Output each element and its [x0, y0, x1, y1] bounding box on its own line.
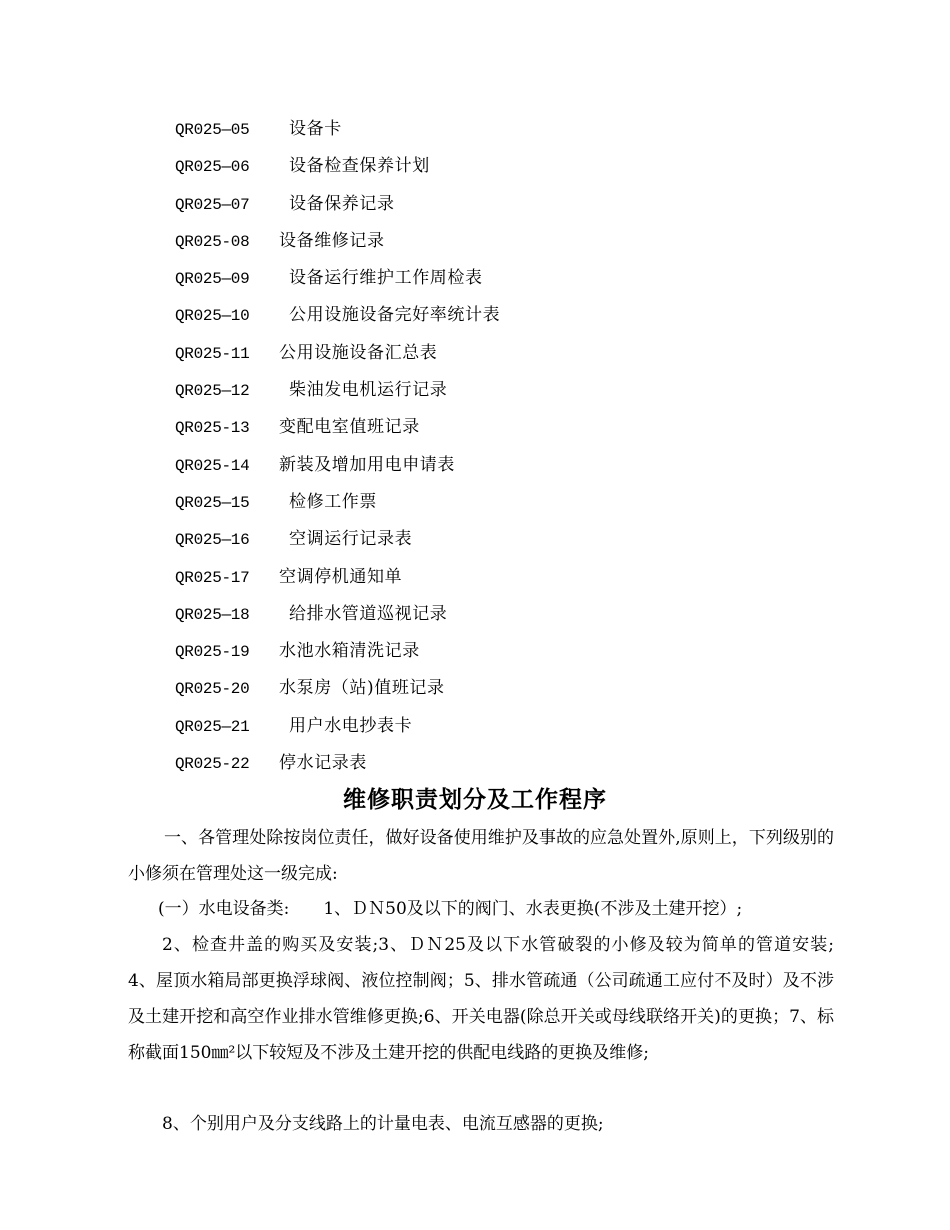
record-name: 用户水电抄表卡	[289, 715, 413, 736]
record-code: QR025-19	[175, 643, 250, 662]
list-item	[175, 675, 500, 712]
list-item	[175, 302, 500, 339]
record-name: 停水记录表	[279, 753, 367, 774]
record-code: QR025-20	[175, 680, 250, 699]
list-item	[175, 340, 500, 377]
list-item	[175, 713, 500, 750]
record-code: QR025-11	[175, 344, 250, 363]
list-item	[175, 601, 500, 638]
record-name: 设备卡	[289, 119, 342, 139]
record-name: 新装及增加用电申请表	[279, 454, 455, 475]
record-name: 设备维修记录	[279, 230, 385, 251]
record-code: QR025—06	[175, 158, 250, 177]
record-code: QR025-08	[175, 232, 250, 251]
record-code: QR025-13	[175, 419, 250, 438]
record-code: QR025—12	[175, 382, 250, 401]
record-name: 柴油发电机运行记录	[289, 380, 448, 401]
record-name: 水泵房（站)值班记录	[279, 678, 445, 699]
list-item	[175, 377, 500, 414]
form-record-list	[175, 116, 500, 787]
list-item	[175, 564, 500, 601]
record-name: 变配电室值班记录	[279, 417, 420, 438]
list-item	[175, 116, 500, 153]
paragraph-items: 2、检查井盖的购买及安装;3、ＤＮ25及以下水管破裂的小修及较为简单的管道安装; 4、屋顶水箱局部更换浮球阀、液位控制阀；5、排水管疏通（公司疏通工应付不及时）及不涉及土建开挖和高空作业排水管维修更换;6、开关电器(除总开关或母线联络开关)的更换；7、标称截面150㎜²以下较短及不涉及土建开挖的供配电线路的更换及维修;	[128, 935, 868, 1063]
record-code: QR025—10	[175, 307, 250, 326]
list-item	[175, 452, 500, 489]
paragraph-category: (一）水电设备类: 1、ＤＮ50及以下的阀门、水表更换(不涉及土建开挖）;	[158, 899, 743, 919]
record-name: 水池水箱清洗记录	[279, 641, 420, 662]
record-name: 设备检查保养计划	[289, 156, 430, 177]
record-code: QR025—16	[175, 531, 250, 550]
record-name: 设备运行维护工作周检表	[289, 268, 483, 289]
record-name: 设备保养记录	[289, 193, 395, 214]
record-name: 公用设施设备完好率统计表	[289, 305, 501, 326]
section-title: 维修职责划分及工作程序	[343, 787, 607, 813]
record-name: 检修工作票	[289, 491, 377, 512]
list-item	[175, 638, 500, 675]
record-name: 公用设施设备汇总表	[279, 342, 438, 363]
paragraph-meters: 8、个别用户及分支线路上的计量电表、电流互感器的更换;	[162, 1114, 604, 1134]
list-item	[175, 526, 500, 563]
list-item	[175, 489, 500, 526]
record-code: QR025-14	[175, 456, 250, 475]
record-code: QR025-22	[175, 755, 250, 774]
list-item	[175, 414, 500, 451]
record-code: QR025—07	[175, 195, 250, 214]
paragraph-intro: 一、各管理处除按岗位责任，做好设备使用维护及事故的应急处置外,原则上，下列级别的小修须在管理处这一级完成:	[128, 828, 834, 884]
list-item	[175, 265, 500, 302]
record-name: 空调运行记录表	[289, 529, 413, 550]
record-code: QR025—05	[175, 121, 250, 139]
list-item	[175, 228, 500, 265]
record-code: QR025—15	[175, 493, 250, 512]
record-code: QR025—09	[175, 270, 250, 289]
list-item	[175, 153, 500, 190]
list-item	[175, 191, 500, 228]
record-code: QR025—21	[175, 717, 250, 736]
record-name: 给排水管道巡视记录	[289, 603, 448, 624]
record-name: 空调停机通知单	[279, 566, 403, 587]
record-code: QR025—18	[175, 605, 250, 624]
record-code: QR025-17	[175, 568, 250, 587]
